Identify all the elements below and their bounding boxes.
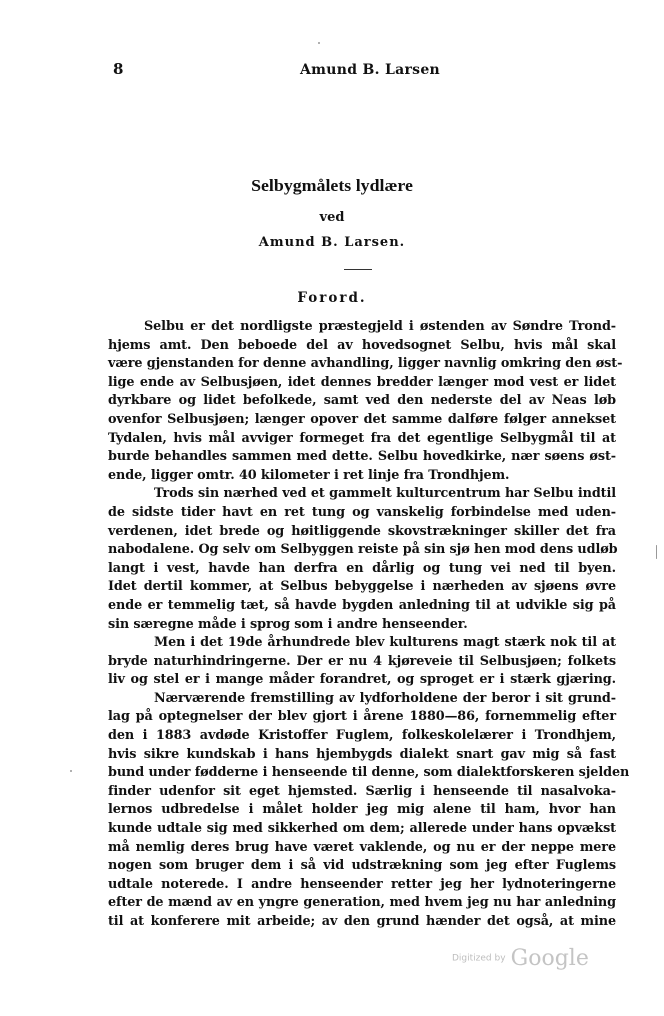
text-line: må nemlig deres brug have været vaklende, og nu er der neppe mere: [108, 839, 616, 855]
google-logo: Google: [510, 946, 589, 971]
text-line: nabodalene. Og selv om Selbyggen reiste på sin sjø hen mod dens udløb: [108, 542, 618, 558]
text-line: ende, ligger omtr. 40 kilometer i ret linje fra Trondhjem.: [108, 467, 510, 483]
text-line: ende er temmelig tæt, så havde bygden anledning til at udvikle sig på: [108, 597, 616, 613]
scan-speck: [656, 545, 657, 559]
body-text: [108, 318, 630, 932]
text-line: lag på optegnelser der blev gjort i årene 1880—86, fornemmelig efter: [108, 709, 616, 725]
text-line: Idet dertil kommer, at Selbus bebyggelse i nærheden av sjøens øvre: [108, 579, 616, 595]
running-head: Amund B. Larsen: [300, 62, 441, 78]
text-line: Nærværende fremstilling av lydforholdene der beror i sit grund-: [154, 690, 616, 706]
digitized-label: Digitized by: [452, 953, 506, 964]
text-line: den i 1883 avdøde Kristoffer Fuglem, folkeskolelærer i Trondhjem,: [108, 728, 616, 744]
title-rule: [344, 269, 372, 270]
text-line: burde behandles sammen med dette. Selbu hovedkirke, nær søens øst-: [108, 449, 616, 465]
page-number: 8: [113, 60, 124, 78]
text-line: efter de mænd av en yngre generation, med hvem jeg nu har anledning: [108, 895, 616, 911]
text-line: langt i vest, havde han derfra en dårlig og tung vei ned til byen.: [108, 560, 616, 576]
text-line: lernos udbredelse i målet holder jeg mig alene til ham, hvor han: [108, 802, 616, 818]
text-line: ovenfor Selbusjøen; længer opover det samme dalføre følger annekset: [108, 411, 616, 427]
scan-speck: [318, 42, 320, 44]
scan-speck: [70, 770, 72, 772]
text-line: dyrkbare og lidet befolkede, samt ved den nederste del av Neas løb: [108, 393, 616, 409]
text-line: de sidste tider havt en ret tung og vanskelig forbindelse med uden-: [108, 504, 616, 520]
text-line: til at konferere mit arbeide; av den grund hænder det også, at mine: [108, 914, 616, 929]
google-digitized-watermark: [452, 946, 589, 971]
text-line: Tydalen, hvis mål avviger formeget fra det egentlige Selbygmål til at: [108, 430, 616, 446]
text-line: kunde udtale sig med sikkerhed om dem; allerede under hans opvækst: [108, 821, 616, 837]
byline-ved: ved: [319, 210, 345, 225]
text-line: bund under fødderne i henseende til denne, som dialektforskeren sjelden: [108, 765, 630, 781]
text-line: Selbu er det nordligste præstegjeld i østenden av Søndre Trond-: [144, 319, 616, 334]
text-line: hjems amt. Den beboede del av hovedsognet Selbu, hvis mål skal: [108, 337, 616, 353]
text-line: bryde naturhindringerne. Der er nu 4 kjøreveie til Selbusjøen; folkets: [108, 653, 616, 669]
text-line: Men i det 19de århundrede blev kulturens magt stærk nok til at: [154, 635, 616, 651]
article-title: Selbygmålets lydlære: [251, 176, 413, 195]
author-name: Amund B. Larsen.: [258, 235, 406, 250]
text-line: udtale noterede. I andre henseender retter jeg her lydnoteringerne: [108, 876, 616, 892]
text-line: liv og stel er i mange måder forandret, og sproget er i stærk gjæring.: [108, 672, 616, 688]
text-line: Trods sin nærhed ved et gammelt kulturcentrum har Selbu indtil: [154, 486, 616, 502]
text-line: hvis sikre kundskab i hans hjembygds dialekt snart gav mig så fast: [108, 746, 616, 762]
section-heading: Forord.: [297, 290, 367, 306]
text-line: nogen som bruger dem i så vid udstrækning som jeg efter Fuglems: [108, 858, 616, 874]
text-line: lige ende av Selbusjøen, idet dennes bredder længer mod vest er lidet: [108, 374, 616, 390]
text-line: finder udenfor sit eget hjemsted. Særlig i henseende til nasalvoka-: [108, 783, 616, 799]
text-line: sin særegne måde i sprog som i andre henseender.: [108, 616, 468, 632]
text-line: verdenen, idet brede og høitliggende skovstrækninger skiller det fra: [108, 523, 616, 539]
text-line: være gjenstanden for denne avhandling, ligger navnlig omkring den øst-: [108, 356, 623, 372]
